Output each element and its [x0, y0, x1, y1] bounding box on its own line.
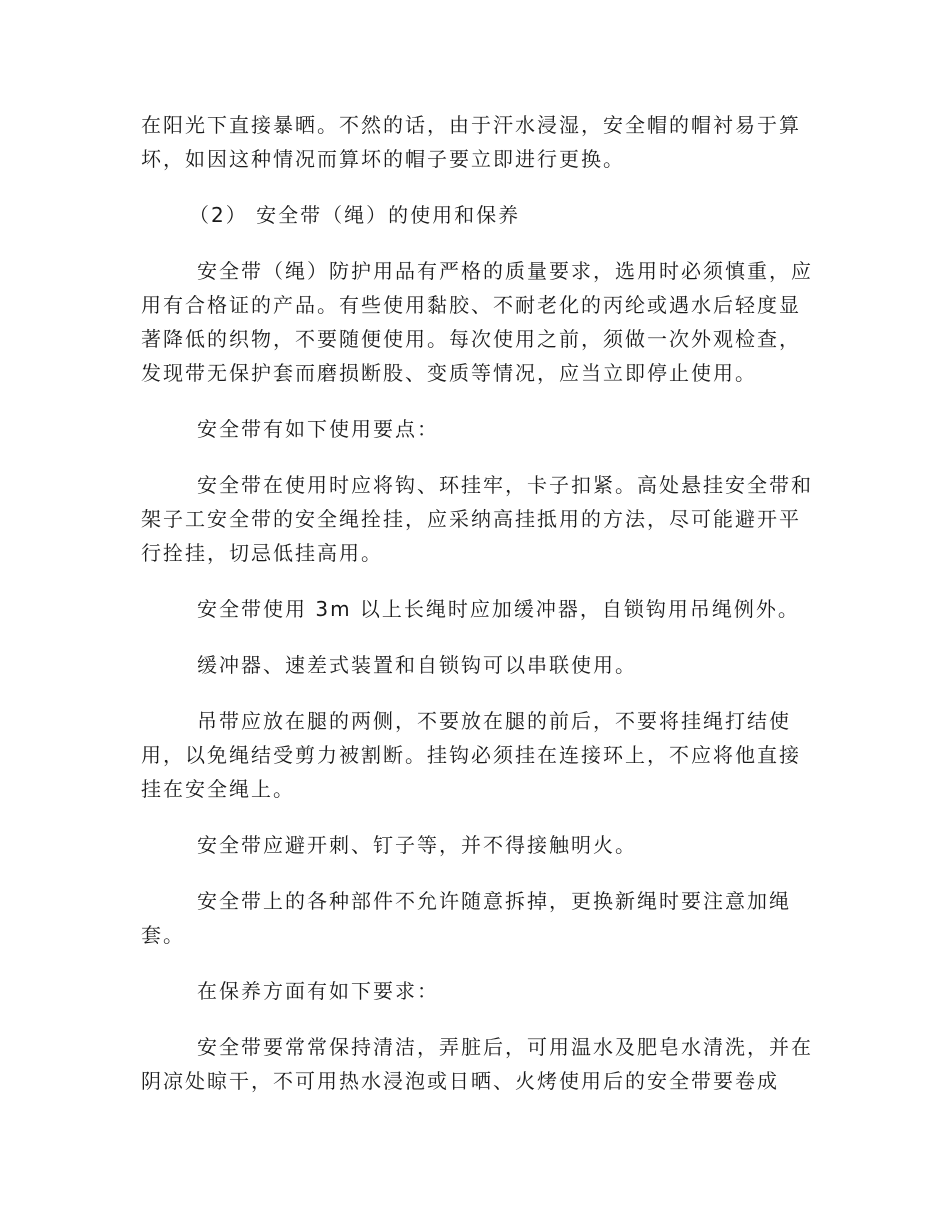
text-line: 安全带（绳）防护用品有严格的质量要求，选用时必须慎重，应	[197, 259, 813, 283]
text-line: 著降低的织物，不要随便使用。每次使用之前，须做一次外观检查，	[141, 327, 801, 351]
text-line: 行拴挂，切忌低挂高用。	[141, 541, 383, 565]
document-page	[141, 108, 811, 1098]
text-line: 安全带要常常保持清洁，弄脏后，可用温水及肥皂水清洗，并在	[197, 1035, 813, 1059]
paragraph-strap-placement	[141, 704, 811, 806]
text-line: 缓冲器、速差式装置和自锁钩可以串联使用。	[197, 653, 637, 677]
text-line: 在阳光下直接暴晒。不然的话，由于汗水浸湿，安全帽的帽衬易于算	[141, 113, 801, 137]
paragraph-avoid-sharp-fire	[141, 828, 811, 862]
text-line: 安全带使用 3m 以上长绳时应加缓冲器，自锁钩用吊绳例外。	[197, 597, 800, 621]
paragraph-quality-requirements	[141, 254, 811, 390]
text-line: 阴凉处晾干，不可用热水浸泡或日晒、火烤使用后的安全带要卷成	[141, 1069, 779, 1093]
text-line: 安全带应避开刺、钉子等，并不得接触明火。	[197, 833, 637, 857]
text-line: 坏，如因这种情况而算坏的帽子要立即进行更换。	[141, 147, 625, 171]
text-line: 吊带应放在腿的两侧，不要放在腿的前后，不要将挂绳打结使	[197, 709, 791, 733]
text-line: 挂在安全绳上。	[141, 777, 295, 801]
text-line: 在保养方面有如下要求：	[197, 979, 439, 1003]
text-line: 套。	[141, 923, 185, 947]
paragraph-parts-replacement	[141, 884, 811, 952]
text-line: 发现带无保护套而磨损断股、变质等情况，应当立即停止使用。	[141, 361, 757, 385]
paragraph-cleaning	[141, 1030, 811, 1098]
paragraph-serial-use	[141, 648, 811, 682]
paragraph-helmet-care	[141, 108, 811, 176]
text-line: 安全带上的各种部件不允许随意拆掉，更换新绳时要注意加绳	[197, 889, 791, 913]
text-line: 安全带在使用时应将钩、环挂牢，卡子扣紧。高处悬挂安全带和	[197, 473, 813, 497]
paragraph-buffer-requirement	[141, 592, 811, 626]
section-heading	[141, 198, 811, 232]
text-line: 用有合格证的产品。有些使用黏胶、不耐老化的丙纶或遇水后轻度显	[141, 293, 801, 317]
text-line: 安全带有如下使用要点：	[197, 417, 439, 441]
paragraph-maintenance-intro	[141, 974, 811, 1008]
text-line: 架子工安全带的安全绳拴挂，应采纳高挂抵用的方法，尽可能避开平	[141, 507, 801, 531]
text-line: 用，以免绳结受剪力被割断。挂钩必须挂在连接环上，不应将他直接	[141, 743, 801, 767]
heading-text: （2） 安全带（绳）的使用和保养	[189, 203, 521, 227]
paragraph-hook-fastening	[141, 468, 811, 570]
paragraph-usage-points-intro	[141, 412, 811, 446]
